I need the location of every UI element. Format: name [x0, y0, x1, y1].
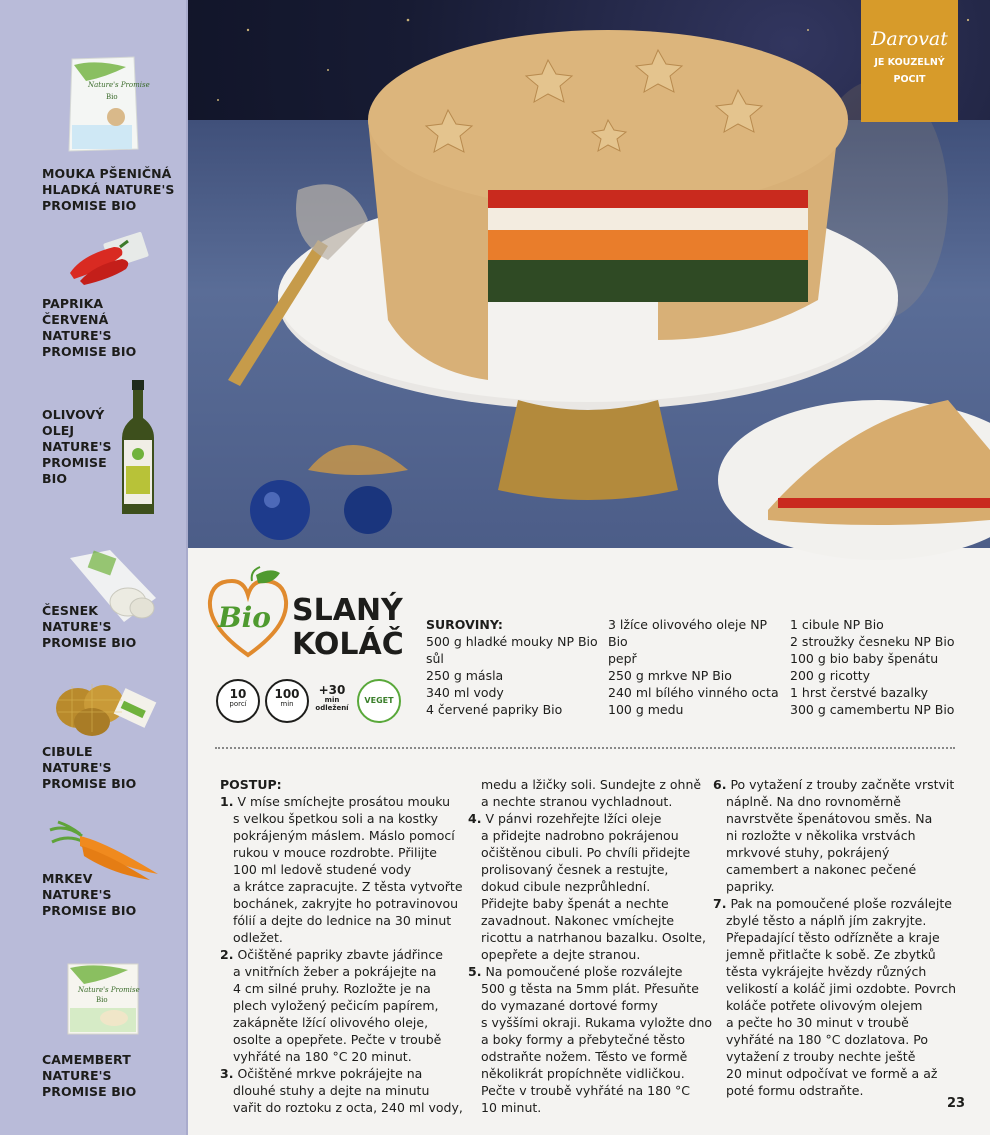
- step-line: odležet.: [233, 930, 283, 945]
- method-column-3: [713, 776, 956, 1099]
- recipe-title-line2: KOLÁČ: [292, 627, 404, 662]
- olive-oil-bottle-image: [118, 378, 158, 518]
- step-line: náplně. Na dno rovnoměrně: [726, 794, 901, 809]
- step-line: rukou v mouce rozdrobte. Přilijte: [233, 845, 437, 860]
- step-line: a vnitřních žeber a pokrájejte na: [233, 964, 437, 979]
- step-line: s velkou špetkou soli a na kostky: [233, 811, 439, 826]
- step-number: 4.: [468, 811, 482, 826]
- ingredient-item: pepř: [608, 651, 637, 666]
- ingredient-item: 250 g másla: [426, 668, 504, 683]
- step-line: 4 cm silné pruhy. Rozložte je na: [233, 981, 431, 996]
- step-line: odstraňte nožem. Těsto ve formě: [481, 1049, 688, 1064]
- sidebar-label-line: PROMISE BIO: [42, 776, 137, 791]
- sidebar-label-line: CAMEMBERT: [42, 1052, 131, 1067]
- step-line: dokud cibule nezprůhlední.: [481, 879, 651, 894]
- ingredients-column-2: [608, 616, 779, 718]
- ingredients-heading: SUROVINY:: [426, 617, 503, 632]
- step-line: vyhřáté na 180 °C 20 minut.: [233, 1049, 412, 1064]
- pepper-image: [62, 233, 154, 285]
- step-line: plech vyložený pečicím papírem,: [233, 998, 439, 1013]
- step-line: vařit do roztoku z octa, 240 ml vody,: [233, 1100, 463, 1115]
- step-line: a krátce zapracujte. Z těsta vytvořte: [233, 879, 463, 894]
- ingredient-item: 100 g medu: [608, 702, 684, 717]
- package-bio-text: Bio: [96, 996, 108, 1004]
- step-line: camembert a nakonec pečené: [726, 862, 917, 877]
- step-line: pokrájeným máslem. Máslo pomocí: [233, 828, 455, 843]
- time-unit: min: [280, 700, 294, 708]
- step-line: Na pomoučené ploše rozválejte: [485, 964, 683, 979]
- sidebar-label-line: PROMISE BIO: [42, 198, 137, 213]
- step-number: 5.: [468, 964, 482, 979]
- step-line: těsta vykrájejte hvězdy různých: [726, 964, 927, 979]
- ingredients-column-1: [426, 616, 598, 718]
- sidebar-label-line: NATURE'S: [42, 439, 112, 454]
- step-line: Pak na pomoučené ploše rozválejte: [730, 896, 952, 911]
- package-brand-text: Nature's Promise: [78, 986, 140, 994]
- recipe-title: [292, 594, 404, 662]
- method-step-7: [713, 895, 956, 1099]
- step-line: zbylé těsto a náplň jím zakryjte.: [726, 913, 927, 928]
- step-number: 3.: [220, 1066, 234, 1081]
- ingredient-item: 1 cibule NP Bio: [790, 617, 884, 632]
- sidebar-label-line: PROMISE BIO: [42, 635, 137, 650]
- sidebar-label-line: MRKEV: [42, 871, 93, 886]
- recipe-title-line1: SLANÝ: [292, 593, 403, 628]
- step-line: Po vytažení z trouby začněte vrstvit: [730, 777, 955, 792]
- sidebar-label-line: NATURE'S: [42, 619, 112, 634]
- page-number: 23: [947, 1096, 966, 1111]
- step-line: do vymazané dortové formy: [481, 998, 658, 1013]
- sidebar-label-line: ČERVENÁ: [42, 312, 109, 327]
- step-line: V míse smíchejte prosátou mouku: [237, 794, 451, 809]
- ingredient-sidebar: [0, 0, 188, 1135]
- bio-logo-text: Bio: [218, 601, 271, 634]
- step-line: Očištěné papriky zbavte jádřince: [237, 947, 443, 962]
- ingredient-item: 500 g hladké mouky NP Bio: [426, 634, 598, 649]
- camembert-package-image: [66, 962, 140, 1036]
- sidebar-label-line: NATURE'S: [42, 887, 112, 902]
- method-step-3: [220, 1065, 463, 1116]
- sidebar-label: [42, 296, 136, 360]
- step-line: bochánek, zakryjte ho potravinovou: [233, 896, 459, 911]
- banner-line2: POCIT: [893, 74, 926, 85]
- banner-script-text: Darovat: [871, 28, 948, 50]
- step-line: a pečte ho 30 minut v troubě: [726, 1015, 909, 1030]
- step-line: mrkvové stuhy, pokrájený: [726, 845, 890, 860]
- sidebar-label: [42, 744, 136, 792]
- step-line: Očištěné mrkve pokrájejte na: [237, 1066, 423, 1081]
- bio-heart-logo: [200, 567, 296, 663]
- sidebar-label: [42, 166, 175, 214]
- darovat-banner: [861, 0, 958, 122]
- step-line: 500 g těsta na 5mm plát. Přesuňte: [481, 981, 699, 996]
- method-step-6: [713, 776, 956, 895]
- time-value: 100: [274, 687, 300, 701]
- method-column-2: [468, 776, 712, 1116]
- rest-time-unit: min: [324, 696, 340, 704]
- sidebar-label-line: PAPRIKA: [42, 296, 104, 311]
- ingredient-item: 1 hrst čerstvé bazalky: [790, 685, 929, 700]
- method-step-1: [220, 793, 463, 946]
- sidebar-label-line: MOUKA PŠENIČNÁ: [42, 166, 172, 181]
- step-line: zavadnout. Nakonec vmíchejte: [481, 913, 675, 928]
- step-line: Přidejte baby špenát a nechte: [481, 896, 669, 911]
- ingredient-item: 3 lžíce olivového oleje NP: [608, 617, 768, 632]
- step-line: poté formu odstraňte.: [726, 1083, 864, 1098]
- step-line: opepřete a dejte stranou.: [481, 947, 641, 962]
- step-line: 20 minut odpočívat ve formě a až: [726, 1066, 938, 1081]
- sidebar-label: [42, 603, 136, 651]
- package-bio-text: Bio: [106, 93, 118, 101]
- step-number: 6.: [713, 777, 727, 792]
- step-line: medu a lžičky soli. Sundejte z ohně: [481, 777, 702, 792]
- sidebar-label-line: ČESNEK: [42, 603, 99, 618]
- rest-time-label: odležení: [315, 704, 349, 712]
- method-step-2: [220, 946, 463, 1065]
- sidebar-label-line: PROMISE BIO: [42, 903, 137, 918]
- step-line: s vyššími okraji. Rukama vyložte dno: [481, 1015, 713, 1030]
- ingredient-item: sůl: [426, 651, 444, 666]
- method-heading: POSTUP:: [220, 777, 282, 792]
- step-line: a nechte stranou vychladnout.: [481, 794, 673, 809]
- step-line: a přidejte nadrobno pokrájenou: [481, 828, 679, 843]
- portions-value: 10: [229, 687, 247, 701]
- step-line: koláče potřete olivovým olejem: [726, 998, 923, 1013]
- sidebar-label-line: OLIVOVÝ: [42, 407, 105, 422]
- sidebar-label-line: PROMISE BIO: [42, 344, 137, 359]
- step-number: 2.: [220, 947, 234, 962]
- step-line: vytažení z trouby nechte ještě: [726, 1049, 916, 1064]
- sidebar-label-line: PROMISE: [42, 455, 107, 470]
- step-line: prolisovaný česnek a restujte,: [481, 862, 669, 877]
- sidebar-label-line: PROMISE BIO: [42, 1084, 137, 1099]
- ingredient-item: 340 ml vody: [426, 685, 504, 700]
- ingredient-item: 2 stroužky česneku NP Bio: [790, 634, 955, 649]
- sidebar-label: [42, 871, 136, 919]
- step-line: a boky formy a přebytečné těsto: [481, 1032, 686, 1047]
- ingredients-column-3: [790, 616, 955, 718]
- step-line: vyhřáté na 180 °C dozlatova. Po: [726, 1032, 928, 1047]
- banner-line1: JE KOUZELNÝ: [874, 57, 945, 68]
- sidebar-label: [42, 1052, 136, 1100]
- dotted-divider: [215, 747, 955, 749]
- step-line: ricottu a natrhanou bazalku. Osolte,: [481, 930, 706, 945]
- step-line: V pánvi rozehřejte lžíci oleje: [485, 811, 662, 826]
- sidebar-label-line: BIO: [42, 471, 68, 486]
- ingredient-item: 4 červené papriky Bio: [426, 702, 563, 717]
- step-line: několikrát propíchněte vidličkou.: [481, 1066, 685, 1081]
- step-line: jemně přitlačte k sobě. Ze zbytků: [726, 947, 936, 962]
- sidebar-label-line: NATURE'S: [42, 1068, 112, 1083]
- method-column-1: [220, 776, 463, 1116]
- rest-time-value: +30: [318, 683, 346, 697]
- ingredient-item: 250 g mrkve NP Bio: [608, 668, 732, 683]
- step-line: dlouhé stuhy a dejte na minutu: [233, 1083, 430, 1098]
- ingredient-item: Bio: [608, 634, 628, 649]
- step-number: 7.: [713, 896, 727, 911]
- rest-time-badge: [307, 684, 357, 712]
- step-line: očištěnou cibuli. Po chvíli přidejte: [481, 845, 691, 860]
- step-line: Pečte v troubě vyhřáté na 180 °C: [481, 1083, 690, 1098]
- method-step-5: [468, 963, 712, 1116]
- sidebar-label-line: NATURE'S: [42, 760, 112, 775]
- step-line: fólií a dejte do lednice na 30 minut: [233, 913, 452, 928]
- step-line: velikostí a koláč jimi ozdobte. Povrch: [726, 981, 957, 996]
- ingredient-item: 300 g camembertu NP Bio: [790, 702, 955, 717]
- sidebar-label-line: HLADKÁ NATURE'S: [42, 182, 175, 197]
- flour-package-image: [66, 55, 150, 153]
- step-line: zakápněte lžící olivového oleje,: [233, 1015, 429, 1030]
- sidebar-label: [42, 407, 112, 487]
- step-line: osolte a opepřete. Pečte v troubě: [233, 1032, 442, 1047]
- method-step-4: [468, 810, 712, 963]
- step-line: 10 minut.: [481, 1100, 542, 1115]
- portions-badge: [216, 679, 260, 723]
- step-line: ni rozložte v několika vrstvách: [726, 828, 916, 843]
- package-brand-text: Nature's Promise: [88, 81, 150, 89]
- step-number: 1.: [220, 794, 234, 809]
- step-line: papriky.: [726, 879, 775, 894]
- sidebar-label-line: OLEJ: [42, 423, 75, 438]
- ingredient-item: 240 ml bílého vinného octa: [608, 685, 779, 700]
- ingredient-item: 100 g bio baby špenátu: [790, 651, 939, 666]
- sidebar-label-line: NATURE'S: [42, 328, 112, 343]
- ingredient-item: 200 g ricotty: [790, 668, 871, 683]
- onion-net-image: [52, 676, 156, 738]
- veget-badge: VEGET: [357, 679, 401, 723]
- portions-unit: porcí: [229, 700, 247, 708]
- sidebar-label-line: CIBULE: [42, 744, 93, 759]
- step-line: Přepadající těsto odřízněte a kraje: [726, 930, 940, 945]
- step-line: navrstvěte špenátovou směs. Na: [726, 811, 933, 826]
- step-line: 100 ml ledově studené vody: [233, 862, 412, 877]
- hero-photo: [188, 0, 990, 548]
- method-step-3-continued: [468, 776, 712, 810]
- time-badge: [265, 679, 309, 723]
